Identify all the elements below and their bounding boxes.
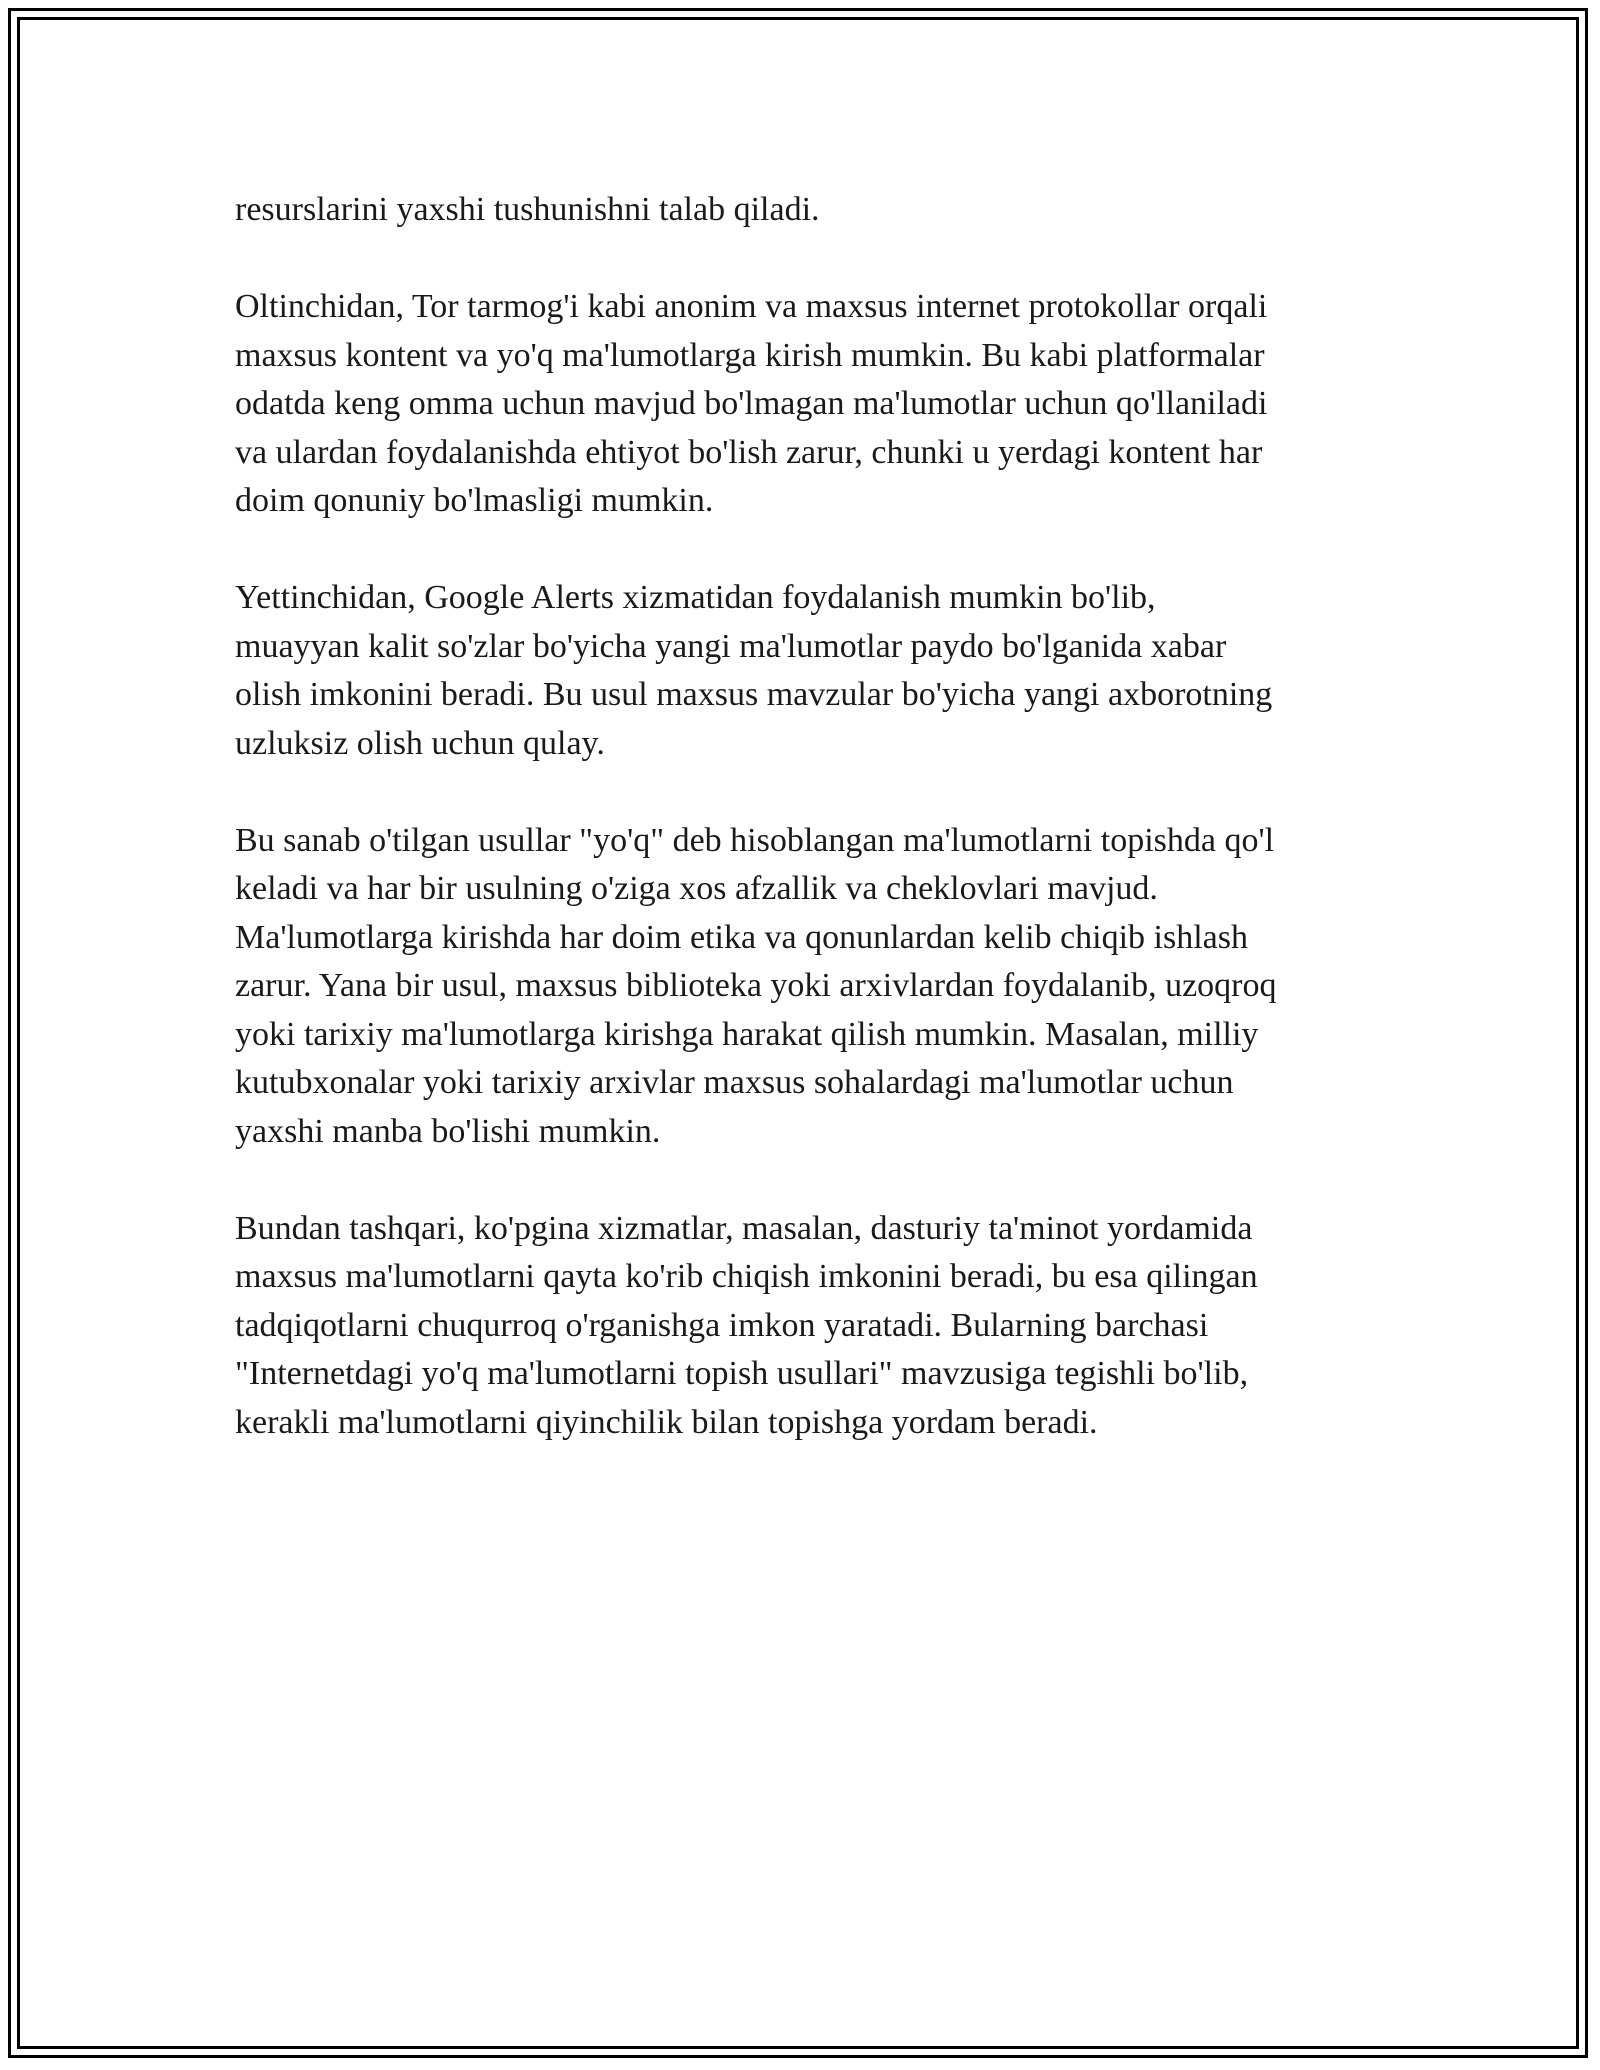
text-line: Oltinchidan, Tor tarmog'i kabi anonim va maxsus internet protokollar orqali (235, 288, 1268, 325)
text-line: "Internetdagi yo'q ma'lumotlarni topish usullari" mavzusiga tegishli bo'lib, (235, 1355, 1249, 1392)
text-line: zarur. Yana bir usul, maxsus biblioteka yoki arxivlardan foydalanib, uzoqroq (235, 967, 1277, 1004)
text-line: maxsus kontent va yo'q ma'lumotlarga kirish mumkin. Bu kabi platformalar (235, 336, 1265, 374)
paragraph-3 (235, 574, 1375, 768)
text-line: kerakli ma'lumotlarni qiyinchilik bilan topishga yordam beradi. (235, 1403, 1098, 1441)
paragraph-2 (235, 283, 1375, 526)
text-line: yaxshi manba bo'lishi mumkin. (235, 1112, 661, 1150)
text-line: odatda keng omma uchun mavjud bo'lmagan ma'lumotlar uchun qo'llaniladi (235, 385, 1268, 422)
paragraph-5 (235, 1205, 1375, 1448)
text-line: doim qonuniy bo'lmasligi mumkin. (235, 482, 714, 519)
text-line: yoki tarixiy ma'lumotlarga kirishga harakat qilish mumkin. Masalan, milliy (235, 1015, 1259, 1053)
text-line: tadqiqotlarni chuqurroq o'rganishga imkon yaratadi. Bularning barchasi (235, 1306, 1209, 1344)
text-line: olish imkonini beradi. Bu usul maxsus mavzular bo'yicha yangi axborotning (235, 676, 1273, 713)
paragraph-4 (235, 817, 1375, 1157)
paragraph-1 (235, 186, 1375, 235)
text-line: va ulardan foydalanishda ehtiyot bo'lish zarur, chunki u yerdagi kontent har (235, 433, 1263, 471)
text-line: Bu sanab o'tilgan usullar "yo'q" deb hisoblangan ma'lumotlarni topishda qo'l (235, 821, 1275, 859)
text-line: maxsus ma'lumotlarni qayta ko'rib chiqish imkonini beradi, bu esa qilingan (235, 1258, 1258, 1295)
text-line: keladi va har bir usulning o'ziga xos afzallik va cheklovlari mavjud. (235, 870, 1158, 907)
text-line: Bundan tashqari, ko'pgina xizmatlar, masalan, dasturiy ta'minot yordamida (235, 1209, 1253, 1247)
text-line: Ma'lumotlarga kirishda har doim etika va qonunlardan kelib chiqib ishlash (235, 918, 1248, 956)
text-line: kutubxonalar yoki tarixiy arxivlar maxsus sohalardagi ma'lumotlar uchun (235, 1064, 1234, 1101)
text-line: uzluksiz olish uchun qulay. (235, 724, 605, 762)
text-line: muayyan kalit so'zlar bo'yicha yangi ma'lumotlar paydo bo'lganida xabar (235, 627, 1227, 665)
document-body (235, 186, 1375, 1496)
text-line: resurslarini yaxshi tushunishni talab qiladi. (235, 191, 820, 228)
text-line: Yettinchidan, Google Alerts xizmatidan foydalanish mumkin bo'lib, (235, 579, 1156, 616)
